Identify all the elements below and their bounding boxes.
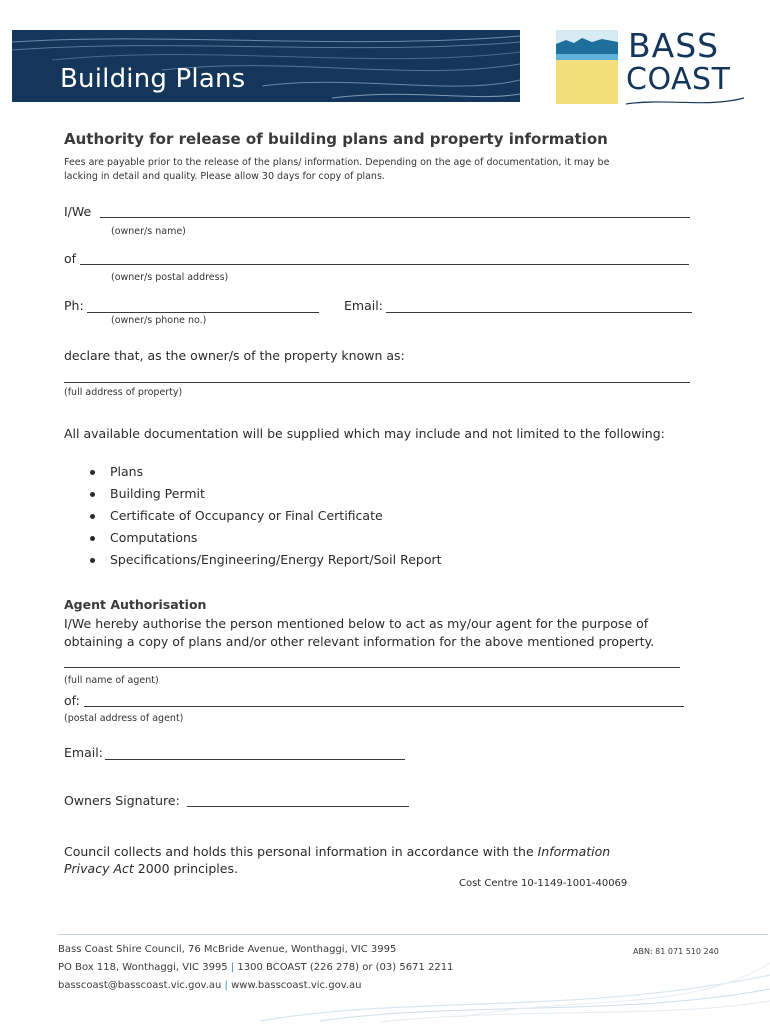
footer-separator: | [230,962,235,973]
docs-list [64,464,442,574]
page-title: Building Plans [60,64,246,94]
declare-text: declare that, as the owner/s of the property known as: [64,348,405,363]
privacy-line-2 [64,861,238,876]
property-address-caption: (full address of property) [64,387,183,398]
list-item: Specifications/Engineering/Energy Report/Soil Report [64,552,442,574]
footer-email-link[interactable]: basscoast@basscoast.vic.gov.au [58,980,222,991]
agent-name-field[interactable] [64,667,680,668]
agent-email-label: Email: [64,745,103,760]
privacy-text: Council collects and holds this personal information in accordance with the [64,844,538,859]
owner-phone-caption: (owner/s phone no.) [111,315,207,326]
owner-email-field[interactable] [386,312,692,313]
agent-postal-field[interactable] [84,706,684,707]
bass-coast-logo [556,28,746,106]
footer-wave-decoration [260,955,770,1023]
list-item: Computations [64,530,442,552]
list-item: Plans [64,464,442,486]
privacy-line-1 [64,844,610,859]
owner-postal-caption: (owner/s postal address) [111,272,229,283]
owner-postal-field[interactable] [80,264,689,265]
property-address-field[interactable] [64,382,690,383]
list-item: Certificate of Occupancy or Final Certificate [64,508,442,530]
intro-line-2: lacking in detail and quality. Please allow 30 days for copy of plans. [64,171,385,182]
phone-label: Ph: [64,298,84,313]
header-banner [12,30,520,102]
footer-address: Bass Coast Shire Council, 76 McBride Avenue, Wonthaggi, VIC 3995 [58,944,397,955]
signature-label: Owners Signature: [64,793,180,808]
agent-of-label: of: [64,693,80,708]
form-heading: Authority for release of building plans and property information [64,130,608,148]
agent-name-caption: (full name of agent) [64,675,159,686]
agent-text-line-1: I/We hereby authorise the person mentioned below to act as my/our agent for the purpose of [64,616,649,631]
cost-centre: Cost Centre 10-1149-1001-40069 [459,878,628,889]
of-label: of [64,251,77,266]
logo-text-coast: COAST [626,62,731,97]
agent-email-field[interactable] [105,759,405,760]
bullet-icon [90,558,95,563]
footer-phone: 1300 BCOAST (226 278) or (03) 5671 2211 [237,962,454,973]
signature-field[interactable] [187,806,409,807]
owner-email-label: Email: [344,298,383,313]
bullet-icon [90,514,95,519]
privacy-act-italic: Information [537,844,611,859]
agent-heading: Agent Authorisation [64,597,207,612]
footer-po-box: PO Box 118, Wonthaggi, VIC 3995 [58,962,228,973]
list-item: Building Permit [64,486,442,508]
agent-text-line-2: obtaining a copy of plans and/or other relevant information for the above mentioned property. [64,634,655,649]
intro-line-1: Fees are payable prior to the release of the plans/ information. Depending on the age of documentation, it may be [64,157,610,168]
iwe-label: I/We [64,204,92,219]
bullet-icon [90,492,95,497]
docs-intro: All available documentation will be supplied which may include and not limited to the following: [64,426,665,441]
logo-text-bass: BASS [628,26,720,65]
privacy-text-2: 2000 principles. [133,861,238,876]
owner-name-field[interactable] [100,217,690,218]
footer-separator: | [224,980,228,991]
agent-postal-caption: (postal address of agent) [64,713,184,724]
logo-emblem-icon [556,30,622,104]
owner-phone-field[interactable] [87,312,319,313]
privacy-act-italic-2: Privacy Act [64,861,134,876]
bullet-icon [90,470,95,475]
bullet-icon [90,536,95,541]
footer-divider [58,934,768,935]
footer-website-link[interactable]: www.basscoast.vic.gov.au [231,980,362,991]
owner-name-caption: (owner/s name) [111,226,186,237]
footer-abn: ABN: 81 071 510 240 [633,947,719,956]
logo-swoosh [626,96,746,108]
